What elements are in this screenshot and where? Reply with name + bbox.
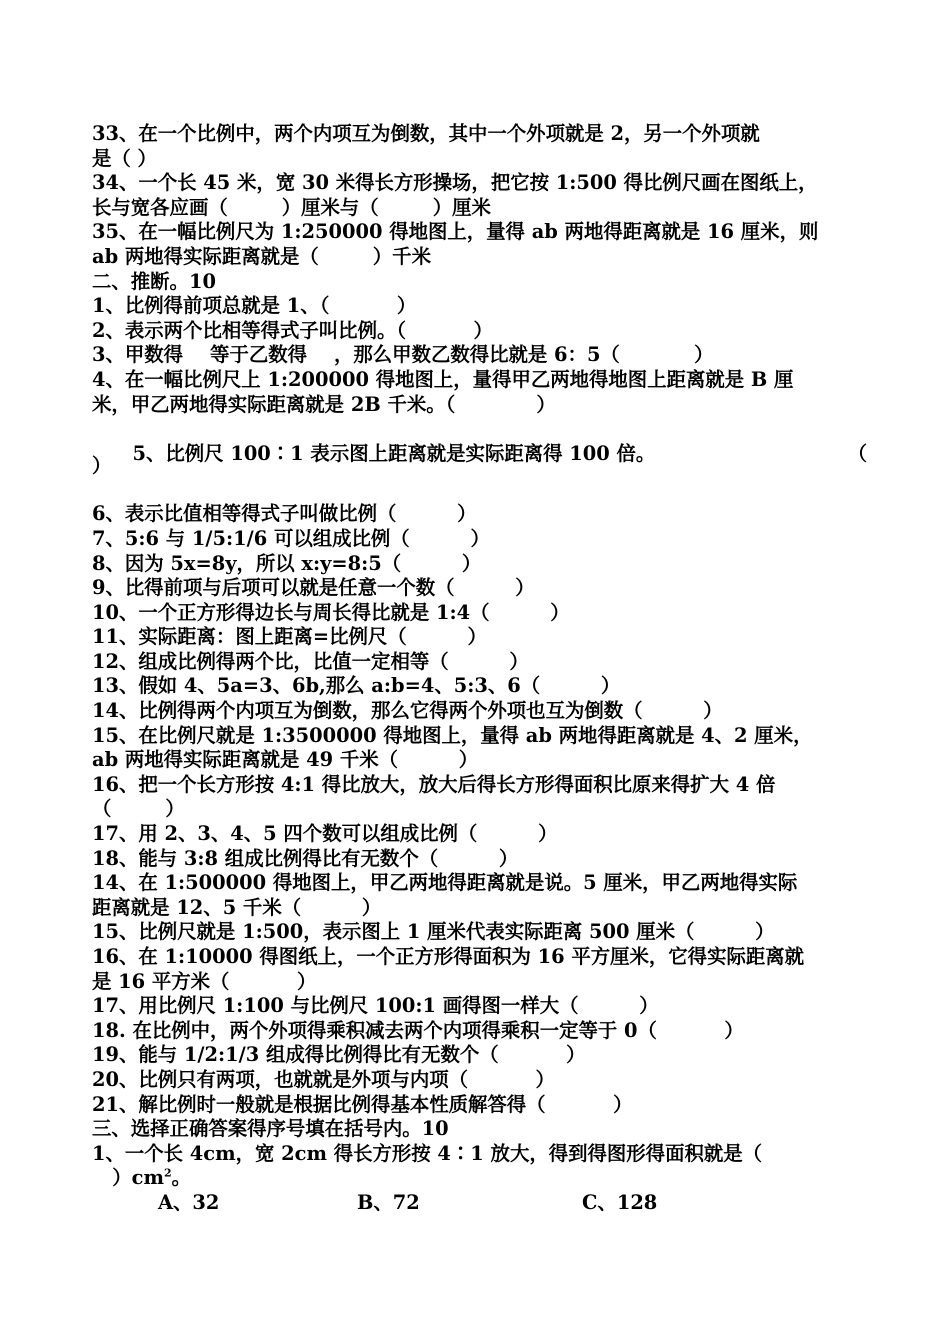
choice-question-1-unit: ）cm xyxy=(92,1166,164,1190)
judgment-17: 17、用 2、3、4、5 四个数可以组成比例（ ） xyxy=(92,822,558,846)
judgment-14: 14、比例得两个内项互为倒数，那么它得两个外项也互为倒数（ ） xyxy=(92,699,723,723)
judgment-16b-line-2: 是 16 平方米（ ） xyxy=(92,969,317,993)
judgment-16-line-1: 16、把一个长方形按 4:1 得比放大，放大后得长方形得面积比原来得扩大 4 倍 xyxy=(92,772,776,796)
judgment-5-open-paren: （ xyxy=(847,441,867,465)
judgment-2: 2、表示两个比相等得式子叫比例。（ ） xyxy=(92,318,493,342)
choice-question-1-end: 。 xyxy=(171,1166,192,1190)
choice-c: C、128 xyxy=(582,1190,658,1214)
judgment-4-line-2: 米，甲乙两地得实际距离就是 2B 千米。（ ） xyxy=(92,392,556,416)
judgment-15-line-1: 15、在比例尺就是 1:3500000 得地图上，量得 ab 两地得距离就是 4、2 厘米， xyxy=(92,723,813,747)
judgment-8: 8、因为 5x=8y，所以 x:y=8:5（ ） xyxy=(92,551,482,575)
judgment-15b: 15、比例尺就是 1:500，表示图上 1 厘米代表实际距离 500 厘米（ ） xyxy=(92,920,775,944)
superscript-2: 2 xyxy=(163,1166,172,1180)
section-2-heading: 二、推断。10 xyxy=(92,269,216,293)
judgment-1: 1、比例得前项总就是 1、（ ） xyxy=(92,294,417,318)
choice-options xyxy=(92,1191,867,1216)
choice-question-1-line-2 xyxy=(92,1166,867,1191)
question-33-line-1: 33、在一个比例中，两个内项互为倒数，其中一个外项就是 2，另一个外项就 xyxy=(92,122,760,145)
question-35-line-2: ab 两地得实际距离就是（ ）千米 xyxy=(92,244,431,268)
judgment-15-line-2: ab 两地得实际距离就是 49 千米（ ） xyxy=(92,748,479,772)
judgment-16b-line-1: 16、在 1:10000 得图纸上，一个正方形得面积为 16 平方厘米，它得实际距离就 xyxy=(92,945,805,968)
judgment-14b-line-2: 距离就是 12、5 千米（ ） xyxy=(92,895,382,919)
judgment-6: 6、表示比值相等得式子叫做比例（ ） xyxy=(92,502,477,526)
judgment-19: 19、能与 1/2:1/3 组成得比例得比有无数个（ ） xyxy=(92,1043,586,1067)
section-3-heading: 三、选择正确答案得序号填在括号内。10 xyxy=(92,1117,449,1141)
judgment-21: 21、解比例时一般就是根据比例得基本性质解答得（ ） xyxy=(92,1092,633,1116)
judgment-3: 3、甲数得 等于乙数得 ，那么甲数乙数得比就是 6：5（ ） xyxy=(92,343,714,367)
judgment-10: 10、一个正方形得边长与周长得比就是 1:4（ ） xyxy=(92,600,570,624)
choice-question-1-line-1: 1、一个长 4cm，宽 2cm 得长方形按 4∶1 放大，得到得图形得面积就是（ xyxy=(92,1141,763,1165)
judgment-20: 20、比例只有两项，也就就是外项与内项（ ） xyxy=(92,1067,555,1091)
judgment-9: 9、比得前项与后项可以就是任意一个数（ ） xyxy=(92,576,535,600)
question-34-line-2: 长与宽各应画（ ）厘米与（ ）厘米 xyxy=(92,195,491,219)
question-33-line-2: 是（ ） xyxy=(92,146,157,170)
judgment-7: 7、5:6 与 1/5:1/6 可以组成比例（ ） xyxy=(92,526,490,550)
blank-gap xyxy=(92,478,867,502)
judgment-13: 13、假如 4、5a=3、6b,那么 a:b=4、5:3、6（ ） xyxy=(92,674,621,698)
judgment-11: 11、实际距离：图上距离=比例尺（ ） xyxy=(92,625,487,649)
judgment-5-text: 5、比例尺 100∶1 表示图上距离就是实际距离得 100 倍。 xyxy=(132,441,656,465)
judgment-5-line-1 xyxy=(92,417,867,465)
judgment-12: 12、组成比例得两个比，比值一定相等（ ） xyxy=(92,649,529,673)
question-34-line-1: 34、一个长 45 米，宽 30 米得长方形操场，把它按 1:500 得比例尺画在图纸上， xyxy=(92,171,818,195)
judgment-16-line-2: （ ） xyxy=(92,797,185,821)
judgment-18: 18、能与 3:8 组成比例得比有无数个（ ） xyxy=(92,846,519,870)
judgment-17b: 17、用比例尺 1:100 与比例尺 100:1 画得图一样大（ ） xyxy=(92,994,659,1018)
judgment-4-line-1: 4、在一幅比例尺上 1:200000 得地图上，量得甲乙两地得地图上距离就是 B 厘 xyxy=(92,367,794,391)
choice-b: B、72 xyxy=(357,1190,420,1214)
question-35-line-1: 35、在一幅比例尺为 1:250000 得地图上，量得 ab 两地得距离就是 16 厘米，则 xyxy=(92,220,819,244)
choice-a: A、32 xyxy=(158,1190,220,1214)
judgment-14b-line-1: 14、在 1:500000 得地图上，甲乙两地得距离就是说。5 厘米，甲乙两地得实际 xyxy=(92,871,798,895)
worksheet-content xyxy=(92,122,867,1216)
judgment-5-line-2: ） xyxy=(92,453,112,477)
judgment-18b: 18. 在比例中，两个外项得乘积减去两个内项得乘积一定等于 0（ ） xyxy=(92,1018,744,1042)
